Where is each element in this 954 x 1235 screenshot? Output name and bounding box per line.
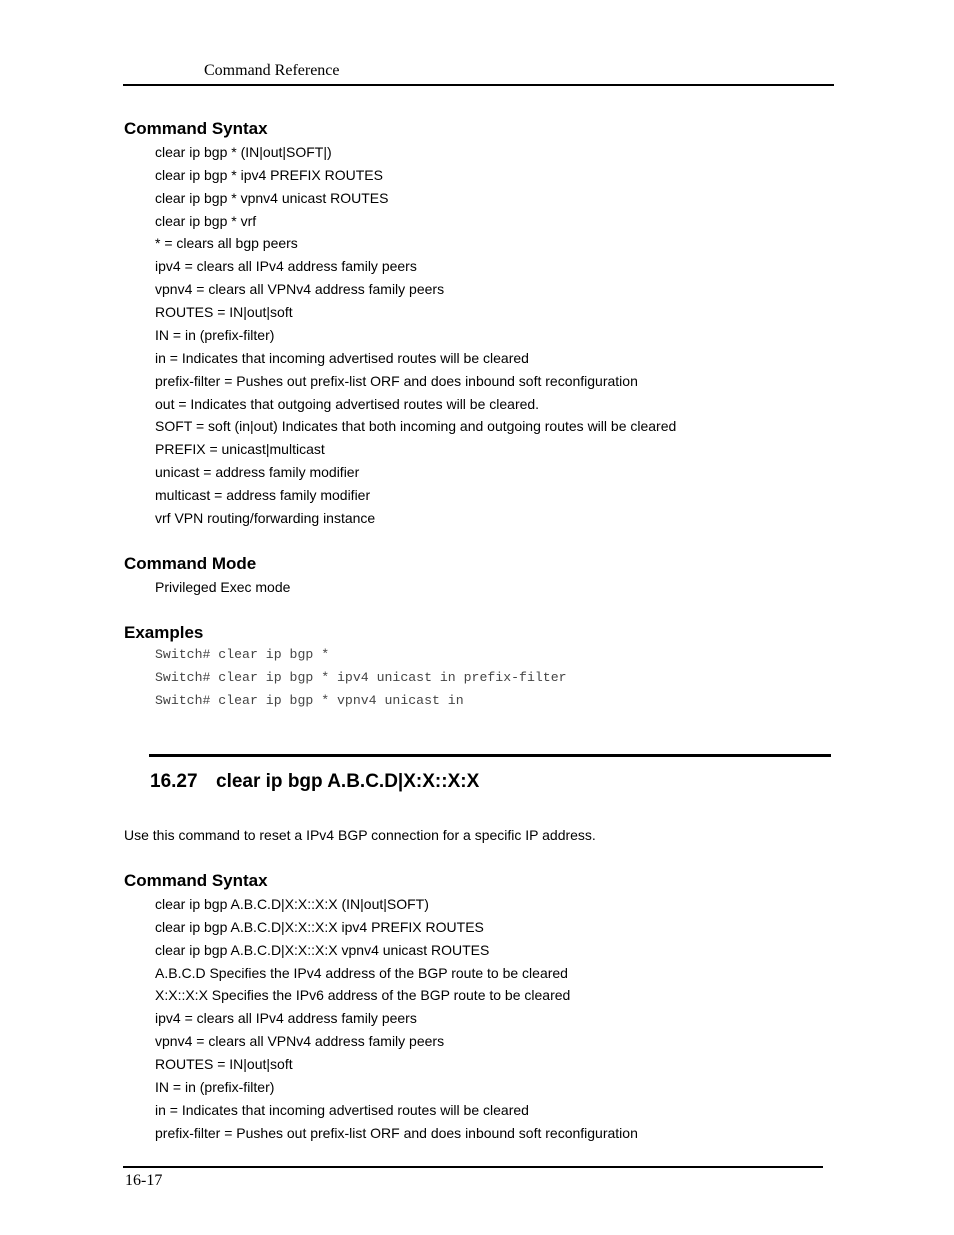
command-mode-text: Privileged Exec mode bbox=[155, 579, 291, 595]
syntax-line: unicast = address family modifier bbox=[155, 464, 360, 480]
example-code-line: Switch# clear ip bgp * vpnv4 unicast in bbox=[155, 693, 464, 708]
section-rule bbox=[149, 754, 831, 757]
section-number: 16.27 bbox=[150, 771, 198, 792]
syntax-line: vpnv4 = clears all VPNv4 address family peers bbox=[155, 281, 445, 297]
syntax-line: X:X::X:X Specifies the IPv6 address of the BGP route to be cleared bbox=[155, 987, 571, 1003]
section-title bbox=[150, 771, 479, 793]
syntax-line: IN = in (prefix-filter) bbox=[155, 327, 275, 343]
section-title-text: clear ip bgp A.B.C.D|X:X::X:X bbox=[216, 771, 480, 792]
command-syntax-heading: Command Syntax bbox=[124, 119, 268, 138]
syntax-line: vrf VPN routing/forwarding instance bbox=[155, 510, 376, 526]
syntax-line: PREFIX = unicast|multicast bbox=[155, 441, 325, 457]
syntax-line: ipv4 = clears all IPv4 address family peers bbox=[155, 258, 417, 274]
syntax-line: clear ip bgp * vpnv4 unicast ROUTES bbox=[155, 190, 389, 206]
example-code-line: Switch# clear ip bgp * bbox=[155, 647, 330, 662]
syntax-line: A.B.C.D Specifies the IPv4 address of the BGP route to be cleared bbox=[155, 965, 568, 981]
syntax-line: clear ip bgp A.B.C.D|X:X::X:X vpnv4 unicast ROUTES bbox=[155, 942, 490, 958]
syntax-line: in = Indicates that incoming advertised routes will be cleared bbox=[155, 350, 529, 366]
syntax-line: clear ip bgp * (IN|out|SOFT|) bbox=[155, 144, 332, 160]
header-rule bbox=[123, 84, 834, 86]
examples-heading: Examples bbox=[124, 623, 204, 642]
syntax-line: vpnv4 = clears all VPNv4 address family peers bbox=[155, 1033, 445, 1049]
syntax-line: ROUTES = IN|out|soft bbox=[155, 304, 293, 320]
syntax-line: clear ip bgp A.B.C.D|X:X::X:X ipv4 PREFIX ROUTES bbox=[155, 919, 484, 935]
syntax-line: multicast = address family modifier bbox=[155, 487, 371, 503]
syntax-line: clear ip bgp * ipv4 PREFIX ROUTES bbox=[155, 167, 383, 183]
syntax-line: ipv4 = clears all IPv4 address family peers bbox=[155, 1010, 417, 1026]
syntax-line: * = clears all bgp peers bbox=[155, 235, 298, 251]
command-mode-heading: Command Mode bbox=[124, 554, 257, 573]
syntax-line: out = Indicates that outgoing advertised routes will be cleared. bbox=[155, 396, 540, 412]
syntax-line: prefix-filter = Pushes out prefix-list ORF and does inbound soft reconfiguration bbox=[155, 1125, 638, 1141]
syntax-line: clear ip bgp * vrf bbox=[155, 213, 257, 229]
syntax-line: in = Indicates that incoming advertised routes will be cleared bbox=[155, 1102, 529, 1118]
footer-rule bbox=[123, 1166, 823, 1168]
syntax-line: prefix-filter = Pushes out prefix-list ORF and does inbound soft reconfiguration bbox=[155, 373, 638, 389]
page-number: 16-17 bbox=[125, 1172, 163, 1189]
syntax-line: ROUTES = IN|out|soft bbox=[155, 1056, 293, 1072]
syntax-line: SOFT = soft (in|out) Indicates that both incoming and outgoing routes will be cleared bbox=[155, 418, 677, 434]
syntax-line: IN = in (prefix-filter) bbox=[155, 1079, 275, 1095]
example-code-line: Switch# clear ip bgp * ipv4 unicast in prefix-filter bbox=[155, 670, 567, 685]
syntax-line: clear ip bgp A.B.C.D|X:X::X:X (IN|out|SOFT) bbox=[155, 896, 429, 912]
command-syntax-heading: Command Syntax bbox=[124, 871, 268, 890]
section-intro: Use this command to reset a IPv4 BGP connection for a specific IP address. bbox=[124, 827, 596, 843]
running-header: Command Reference bbox=[204, 62, 340, 79]
